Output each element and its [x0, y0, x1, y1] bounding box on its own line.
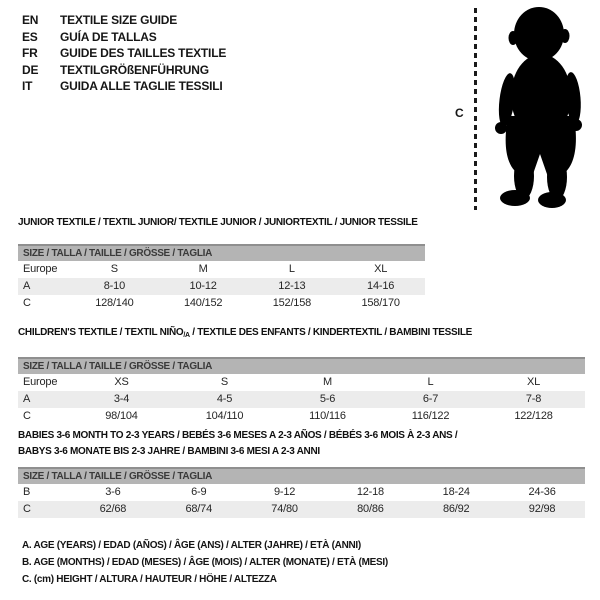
table-cell: XL	[526, 376, 541, 388]
table-cell: 9-12	[273, 486, 296, 498]
table-cell: 152/158	[272, 297, 312, 309]
table-row	[18, 261, 425, 278]
lang-text: TEXTILGRÖßENFÜHRUNG	[60, 62, 209, 77]
table-row	[18, 391, 585, 408]
junior-section	[18, 215, 425, 312]
table-cell: 158/170	[361, 297, 400, 309]
table-cell: 4-5	[216, 393, 233, 405]
junior-section-title: JUNIOR TEXTILE / TEXTIL JUNIOR/ TEXTILE JUNIOR / JUNIORTEXTIL / JUNIOR TESSILE	[18, 217, 418, 228]
lang-row-fr	[22, 45, 226, 62]
lang-row-en	[22, 12, 226, 29]
lang-row-de	[22, 62, 226, 79]
row-label: Europe	[23, 376, 58, 388]
height-measure-line	[474, 8, 477, 210]
children-section-title	[18, 325, 585, 344]
table-cell: 5-6	[319, 393, 336, 405]
table-cell: 140/152	[183, 297, 223, 309]
table-cell: S	[220, 376, 229, 388]
table-cell: 110/116	[309, 410, 346, 422]
lang-text: GUIDE DES TAILLES TEXTILE	[60, 46, 227, 60]
table-cell: 62/68	[99, 503, 127, 515]
row-label: A	[23, 280, 31, 292]
table-cell: 80/86	[357, 503, 384, 515]
junior-size-table	[18, 244, 425, 312]
lang-code: DE	[22, 62, 39, 77]
table-cell: 98/104	[105, 410, 138, 422]
table-cell: 92/98	[528, 503, 556, 515]
table-row	[18, 484, 585, 501]
table-header: SIZE / TALLA / TAILLE / GRÖSSE / TAGLIA	[18, 467, 585, 484]
title-part: CHILDREN'S TEXTILE / TEXTIL NIÑO	[18, 327, 184, 338]
language-title-block	[22, 12, 226, 95]
table-cell: 12-13	[278, 280, 306, 292]
lang-code: ES	[22, 29, 38, 44]
table-cell: 8-10	[103, 280, 125, 292]
legend-footnotes	[22, 537, 388, 588]
lang-code: EN	[22, 13, 39, 27]
table-cell: XL	[374, 263, 388, 275]
lang-code: IT	[22, 79, 33, 93]
footnote-c: C. (cm) HEIGHT / ALTURA / HAUTEUR / HÖHE / ALTEZZA	[22, 574, 277, 585]
table-row	[18, 374, 585, 391]
table-cell: XS	[114, 376, 129, 388]
table-cell: 122/128	[514, 410, 553, 422]
row-label: C	[23, 503, 31, 515]
table-cell: L	[288, 263, 295, 275]
lang-text: GUIDA ALLE TAGLIE TESSILI	[60, 79, 223, 93]
height-measure-label: C	[455, 106, 464, 120]
table-cell: 3-6	[105, 486, 121, 498]
title-subscript: /A	[183, 332, 190, 339]
table-cell: 128/140	[95, 297, 134, 309]
lang-row-it	[22, 78, 226, 95]
lang-text: GUÍA DE TALLAS	[60, 29, 157, 44]
lang-text: TEXTILE SIZE GUIDE	[60, 13, 178, 27]
table-cell: 116/122	[411, 410, 450, 422]
table-header: SIZE / TALLA / TAILLE / GRÖSSE / TAGLIA	[18, 357, 585, 374]
table-cell: 14-16	[367, 280, 395, 292]
lang-code: FR	[22, 46, 38, 60]
children-section	[18, 325, 585, 425]
babies-section-title-line2: BABYS 3-6 MONATE BIS 2-3 JAHRE / BAMBINI 3-6 MESI A 2-3 ANNI	[18, 446, 320, 457]
table-cell: 7-8	[525, 393, 542, 405]
table-row	[18, 295, 425, 312]
table-cell: L	[427, 376, 434, 388]
children-size-table	[18, 357, 585, 425]
table-cell: 3-4	[113, 393, 130, 405]
row-label: Europe	[23, 263, 58, 275]
baby-silhouette	[486, 4, 598, 210]
table-cell: 68/74	[185, 503, 212, 515]
table-cell: 24-36	[528, 486, 556, 498]
table-cell: 18-24	[442, 486, 470, 498]
table-cell: 10-12	[189, 280, 217, 292]
row-label: C	[23, 297, 31, 309]
table-cell: 74/80	[271, 503, 298, 515]
table-row	[18, 501, 585, 518]
table-header: SIZE / TALLA / TAILLE / GRÖSSE / TAGLIA	[18, 244, 425, 261]
row-label: A	[23, 393, 31, 405]
row-label: B	[23, 486, 31, 498]
footnote-a: A. AGE (YEARS) / EDAD (AÑOS) / ÂGE (ANS) / ALTER (JAHRE) / ETÀ (ANNI)	[22, 540, 361, 551]
babies-section	[18, 428, 585, 518]
table-cell: 6-7	[422, 393, 439, 405]
title-part: / TEXTILE DES ENFANTS / KINDERTEXTIL / BAMBINI TESSILE	[189, 327, 473, 338]
height-figure	[450, 0, 600, 215]
babies-section-title-line1: BABIES 3-6 MONTH TO 2-3 YEARS / BEBÉS 3-6 MESES A 2-3 AÑOS / BÉBÉS 3-6 MOIS À 2-3 ANS /	[18, 430, 458, 441]
table-cell: M	[198, 263, 208, 275]
table-row	[18, 408, 585, 425]
table-cell: M	[323, 376, 332, 388]
table-row	[18, 278, 425, 295]
row-label: C	[23, 410, 31, 422]
table-cell: 104/110	[205, 410, 244, 422]
table-cell: 6-9	[191, 486, 207, 498]
table-cell: 86/92	[442, 503, 470, 515]
footnote-b: B. AGE (MONTHS) / EDAD (MESES) / ÂGE (MOIS) / ALTER (MONATE) / ETÀ (MESI)	[22, 557, 388, 568]
table-cell: S	[110, 263, 118, 275]
table-cell: 12-18	[356, 486, 384, 498]
babies-size-table	[18, 467, 585, 518]
lang-row-es	[22, 29, 226, 46]
